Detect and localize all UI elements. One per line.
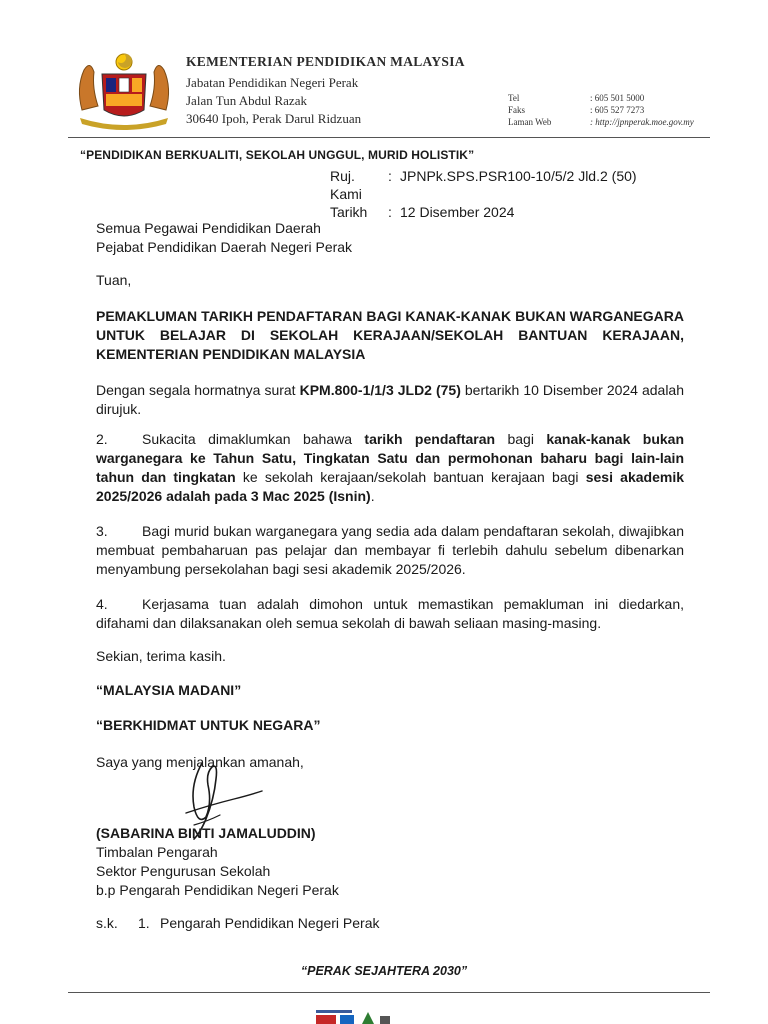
education-motto: “PENDIDIKAN BERKUALITI, SEKOLAH UNGGUL, MURID HOLISTIK” xyxy=(80,148,475,162)
footer-motto: “PERAK SEJAHTERA 2030” xyxy=(300,964,468,978)
letterhead xyxy=(186,54,465,128)
signer-title-2: Sektor Pengurusan Sekolah xyxy=(96,863,271,879)
signer-title-3: b.p Pengarah Pendidikan Negeri Perak xyxy=(96,882,339,898)
coat-of-arms-logo xyxy=(72,48,176,130)
paragraph-3: 3. Bagi murid bukan warganegara yang sedia ada dalam pendaftaran sekolah, diwajibkan membuat pembaharuan pas pelajar dan membayar fi terlebih dahulu sebelum dibenarkan menyambung persekolahan bagi sesi akademik 2025/2026. xyxy=(96,523,684,577)
header-divider xyxy=(68,137,710,138)
reference-block xyxy=(330,167,637,221)
address-city: 30640 Ipoh, Perak Darul Ridzuan xyxy=(186,111,362,126)
slogan-berkhidmat: “BERKHIDMAT UNTUK NEGARA” xyxy=(96,717,321,733)
signer-block xyxy=(96,824,339,900)
closing-thanks: Sekian, terima kasih. xyxy=(96,648,226,664)
paragraph-4: 4. Kerjasama tuan adalah dimohon untuk memastikan pemakluman ini diedarkan, difahami dan dilaksanakan oleh semua sekolah di bawah seliaan masing-masing. xyxy=(96,596,684,631)
department-name: Jabatan Pendidikan Negeri Perak xyxy=(186,75,359,90)
contact-website: Laman Web : http://jpnperak.moe.gov.my xyxy=(508,117,694,127)
paragraph-1: Dengan segala hormatnya surat KPM.800-1/1/3 JLD2 (75) bertarikh 10 Disember 2024 adalah dirujuk. xyxy=(96,382,685,417)
ministry-name: KEMENTERIAN PENDIDIKAN MALAYSIA xyxy=(186,54,465,69)
signer-name: (SABARINA BINTI JAMALUDDIN) xyxy=(96,825,316,841)
footer-logo xyxy=(314,1008,424,1024)
letter-subject: PEMAKLUMAN TARIKH PENDAFTARAN BAGI KANAK-KANAK BUKAN WARGANEGARA UNTUK BELAJAR DI SEKOLAH KERAJAAN/SEKOLAH BANTUAN KERAJAAN, KEMENTERIAN PENDIDIKAN MALAYSIA xyxy=(96,308,684,362)
letter-date: Tarikh : 12 Disember 2024 xyxy=(330,204,515,220)
carbon-copy: s.k. 1. Pengarah Pendidikan Negeri Perak xyxy=(96,915,380,931)
closing-trust: Saya yang menjalankan amanah, xyxy=(96,754,304,770)
contact-fax: Faks : 605 527 7273 xyxy=(508,105,645,115)
address-street: Jalan Tun Abdul Razak xyxy=(186,93,307,108)
reference-number: Ruj. Kami : JPNPk.SPS.PSR100-10/5/2 Jld.2 (50) xyxy=(330,168,637,202)
recipient-address: Semua Pegawai Pendidikan Daerah Pejabat Pendidikan Daerah Negeri Perak xyxy=(96,220,353,255)
signer-title-1: Timbalan Pengarah xyxy=(96,844,218,860)
contact-tel: Tel : 605 501 5000 xyxy=(508,93,645,103)
salutation: Tuan, xyxy=(96,272,132,288)
slogan-malaysia-madani: “MALAYSIA MADANI” xyxy=(96,682,242,698)
footer-divider xyxy=(68,992,710,993)
paragraph-2: 2. Sukacita dimaklumkan bahawa tarikh pendaftaran bagi kanak-kanak bukan warganegara ke Tahun Satu, Tingkatan Satu dan permohonan baharu bagi lain-lain tahun dan tingkatan ke sekolah kerajaan/sekolah bantuan kerajaan bagi sesi akademik 2025/2026 adalah pada 3 Mac 2025 (Isnin). xyxy=(96,431,685,504)
contact-info xyxy=(508,92,694,128)
